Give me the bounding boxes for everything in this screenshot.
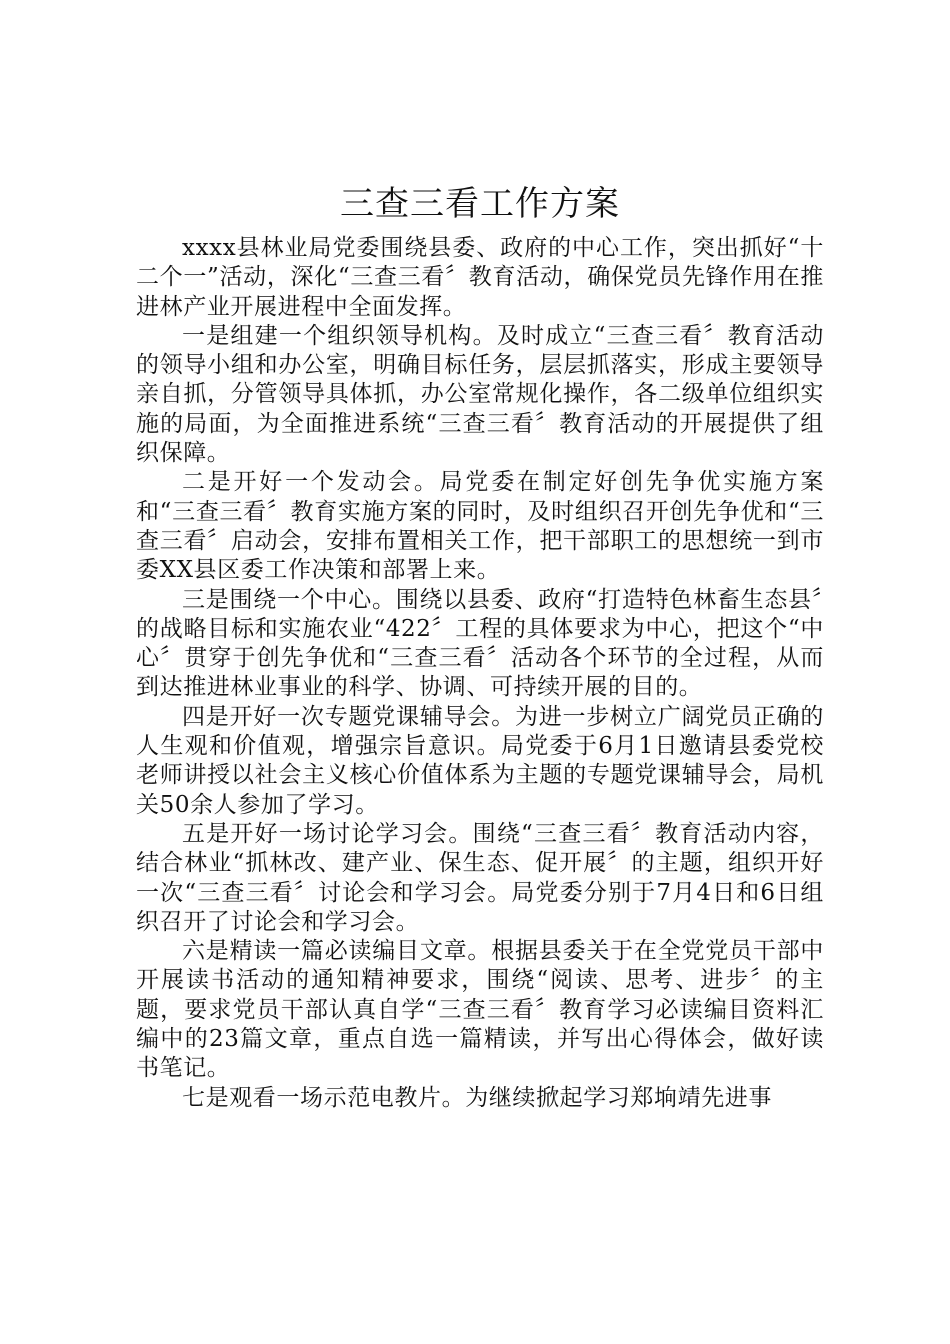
paragraph-item-7: 七是观看一场示范电教片。为继续掀起学习郑垧靖先进事 bbox=[182, 1084, 772, 1111]
paragraph-item-2: 二是开好一个发动会。局党委在制定好创先争优实施方案和“三查三看〞教育实施方案的同时，及时组织召开创先争优和“三查三看〞启动会，安排布置相关工作，把干部职工的思想统一到市委XX县区委工作决策和部署上来。 bbox=[136, 469, 824, 584]
paragraph-item-4: 四是开好一次专题党课辅导会。为进一步树立广阔党员正确的人生观和价值观，增强宗旨意识。局党委于6月1日邀请县委党校老师讲授以社会主义核心价值体系为主题的专题党课辅导会，局机关50余人参加了学习。 bbox=[136, 703, 824, 818]
paragraph-item-3: 三是围绕一个中心。围绕以县委、政府“打造特色林畜生态县〞的战略目标和实施农业“422〞工程的具体要求为中心，把这个“中心〞贯穿于创先争优和“三查三看〞活动各个环节的全过程，从而到达推进林业事业的科学、协调、可持续开展的目的。 bbox=[136, 586, 824, 701]
paragraph-item-6: 六是精读一篇必读编目文章。根据县委关于在全党党员干部中开展读书活动的通知精神要求，围绕“阅读、思考、进步〞的主题，要求党员干部认真自学“三查三看〞教育学习必读编目资料汇编中的23篇文章，重点自选一篇精读，并写出心得体会，做好读书笔记。 bbox=[136, 938, 824, 1082]
paragraph-intro: xxxx县林业局党委围绕县委、政府的中心工作，突出抓好“十二个一”活动，深化“三查三看〞教育活动，确保党员先锋作用在推进林产业开展进程中全面发挥。 bbox=[136, 235, 824, 320]
paragraph-item-1: 一是组建一个组织领导机构。及时成立“三查三看〞教育活动的领导小组和办公室，明确目标任务，层层抓落实，形成主要领导亲自抓，分管领导具体抓，办公室常规化操作，各二级单位组织实施的局面，为全面推进系统“三查三看〞教育活动的开展提供了组织保障。 bbox=[136, 322, 824, 467]
paragraph-item-5: 五是开好一场讨论学习会。围绕“三查三看〞教育活动内容，结合林业“抓林改、建产业、保生态、促开展〞的主题，组织开好一次“三查三看〞讨论会和学习会。局党委分别于7月4日和6日组织召开了讨论会和学习会。 bbox=[136, 820, 824, 935]
document-page bbox=[136, 178, 824, 1113]
document-title: 三查三看工作方案 bbox=[340, 184, 620, 224]
